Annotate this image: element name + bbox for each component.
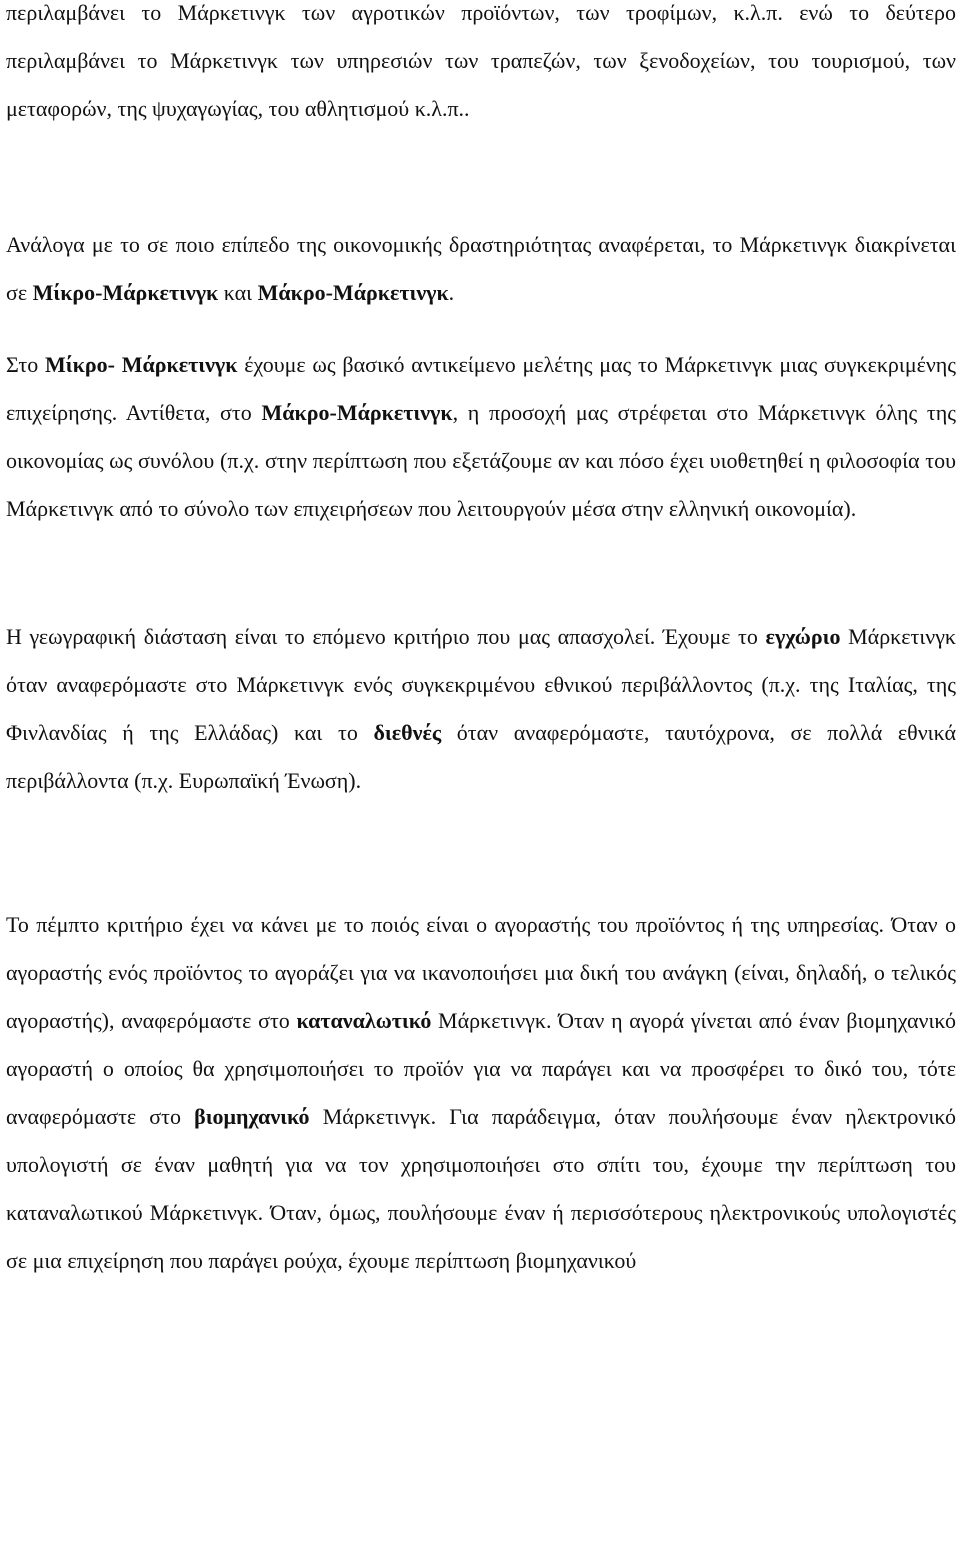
bold-term: Μάκρο-Μάρκετινγκ (257, 280, 449, 305)
paragraph-text: περιλαμβάνει το Μάρκετινγκ των αγροτικών προϊόντων, των τροφίμων, κ.λ.π. ενώ το δεύτερο περιλαμβάνει το Μάρκετινγκ των υπηρεσιών των τραπεζών, των ξενοδοχείων, του τουρισμού, των μεταφορών, της ψυχαγωγίας, του αθλητισμού κ.λ.π.. (6, 0, 956, 121)
paragraph-text: Μάρκετινγκ. Για παράδειγμα, όταν πουλήσουμε έναν ηλεκτρονικό υπολογιστή σε έναν μαθητή για να τον χρησιμοποιήσει στο σπίτι του, έχουμε την περίπτωση του καταναλωτικού Μάρκετινγκ. Όταν, όμως, πουλήσουμε έναν ή περισσότερους ηλεκτρονικούς υπολογιστές σε μια επιχείρηση που παράγει ρούχα, έχουμε περίπτωση βιομηχανικού (6, 1104, 956, 1273)
paragraph-text: Στο (6, 352, 46, 377)
paragraph-text: Το πέμπτο κριτήριο έχει να κάνει με το ποιός είναι ο αγοραστής του προϊόντος ή της υπηρεσίας. Όταν ο αγοραστής ενός προϊόντος το αγοράζει για να ικανοποιήσει μια δική του ανάγκη (είναι, δηλαδή, ο τελικός αγοραστής), αναφερόμαστε στο (6, 912, 956, 1033)
document-page (6, 0, 956, 1285)
paragraph-3 (6, 341, 956, 533)
paragraph-text: Ανάλογα με το σε ποιο επίπεδο της οικονομικής δραστηριότητας αναφέρεται, το Μάρκετινγκ διακρίνεται σε (6, 232, 956, 305)
paragraph-text: Μάρκετινγκ όταν αναφερόμαστε στο Μάρκετινγκ ενός συγκεκριμένου εθνικού περιβάλλοντος (π.χ. της Ιταλίας, της Φινλανδίας ή της Ελλάδας) και το (6, 624, 957, 745)
bold-term: Μάκρο-Μάρκετινγκ (261, 400, 453, 425)
bold-term: εγχώριο (765, 624, 841, 649)
paragraph-5 (6, 901, 956, 1285)
paragraph-2 (6, 221, 956, 317)
paragraph-text: έχουμε ως βασικό αντικείμενο μελέτης μας το Μάρκετινγκ μιας συγκεκριμένης επιχείρησης. Αντίθετα, στο (6, 352, 957, 425)
paragraph-1 (6, 0, 956, 133)
bold-term: βιομηχανικό (194, 1104, 310, 1129)
paragraph-text: όταν αναφερόμαστε, ταυτόχρονα, σε πολλά εθνικά περιβάλλοντα (π.χ. Ευρωπαϊκή Ένωση). (6, 720, 956, 793)
bold-term: Μίκρο- Μάρκετινγκ (45, 352, 238, 377)
paragraph-text: Η γεωγραφική διάσταση είναι το επόμενο κριτήριο που μας απασχολεί. Έχουμε το (6, 624, 766, 649)
paragraph-4 (6, 613, 956, 805)
paragraph-text: Μάρκετινγκ. Όταν η αγορά γίνεται από έναν βιομηχανικό αγοραστή ο οποίος θα χρησιμοποιήσει το προϊόν για να παράγει και να προσφέρει το δικό του, τότε αναφερόμαστε στο (6, 1008, 956, 1129)
bold-term: καταναλωτικό (296, 1008, 432, 1033)
paragraph-text: και (218, 280, 258, 305)
paragraph-text: . (448, 280, 455, 305)
bold-term: Μίκρο-Μάρκετινγκ (32, 280, 219, 305)
bold-term: διεθνές (373, 720, 442, 745)
paragraph-text: , η προσοχή μας στρέφεται στο Μάρκετινγκ όλης της οικονομίας ως συνόλου (π.χ. στην περίπτωση που εξετάζουμε αν και πόσο έχει υιοθετηθεί η φιλοσοφία του Μάρκετινγκ από το σύνολο των επιχειρήσεων που λειτουργούν μέσα στην ελληνική οικονομία). (6, 400, 956, 521)
